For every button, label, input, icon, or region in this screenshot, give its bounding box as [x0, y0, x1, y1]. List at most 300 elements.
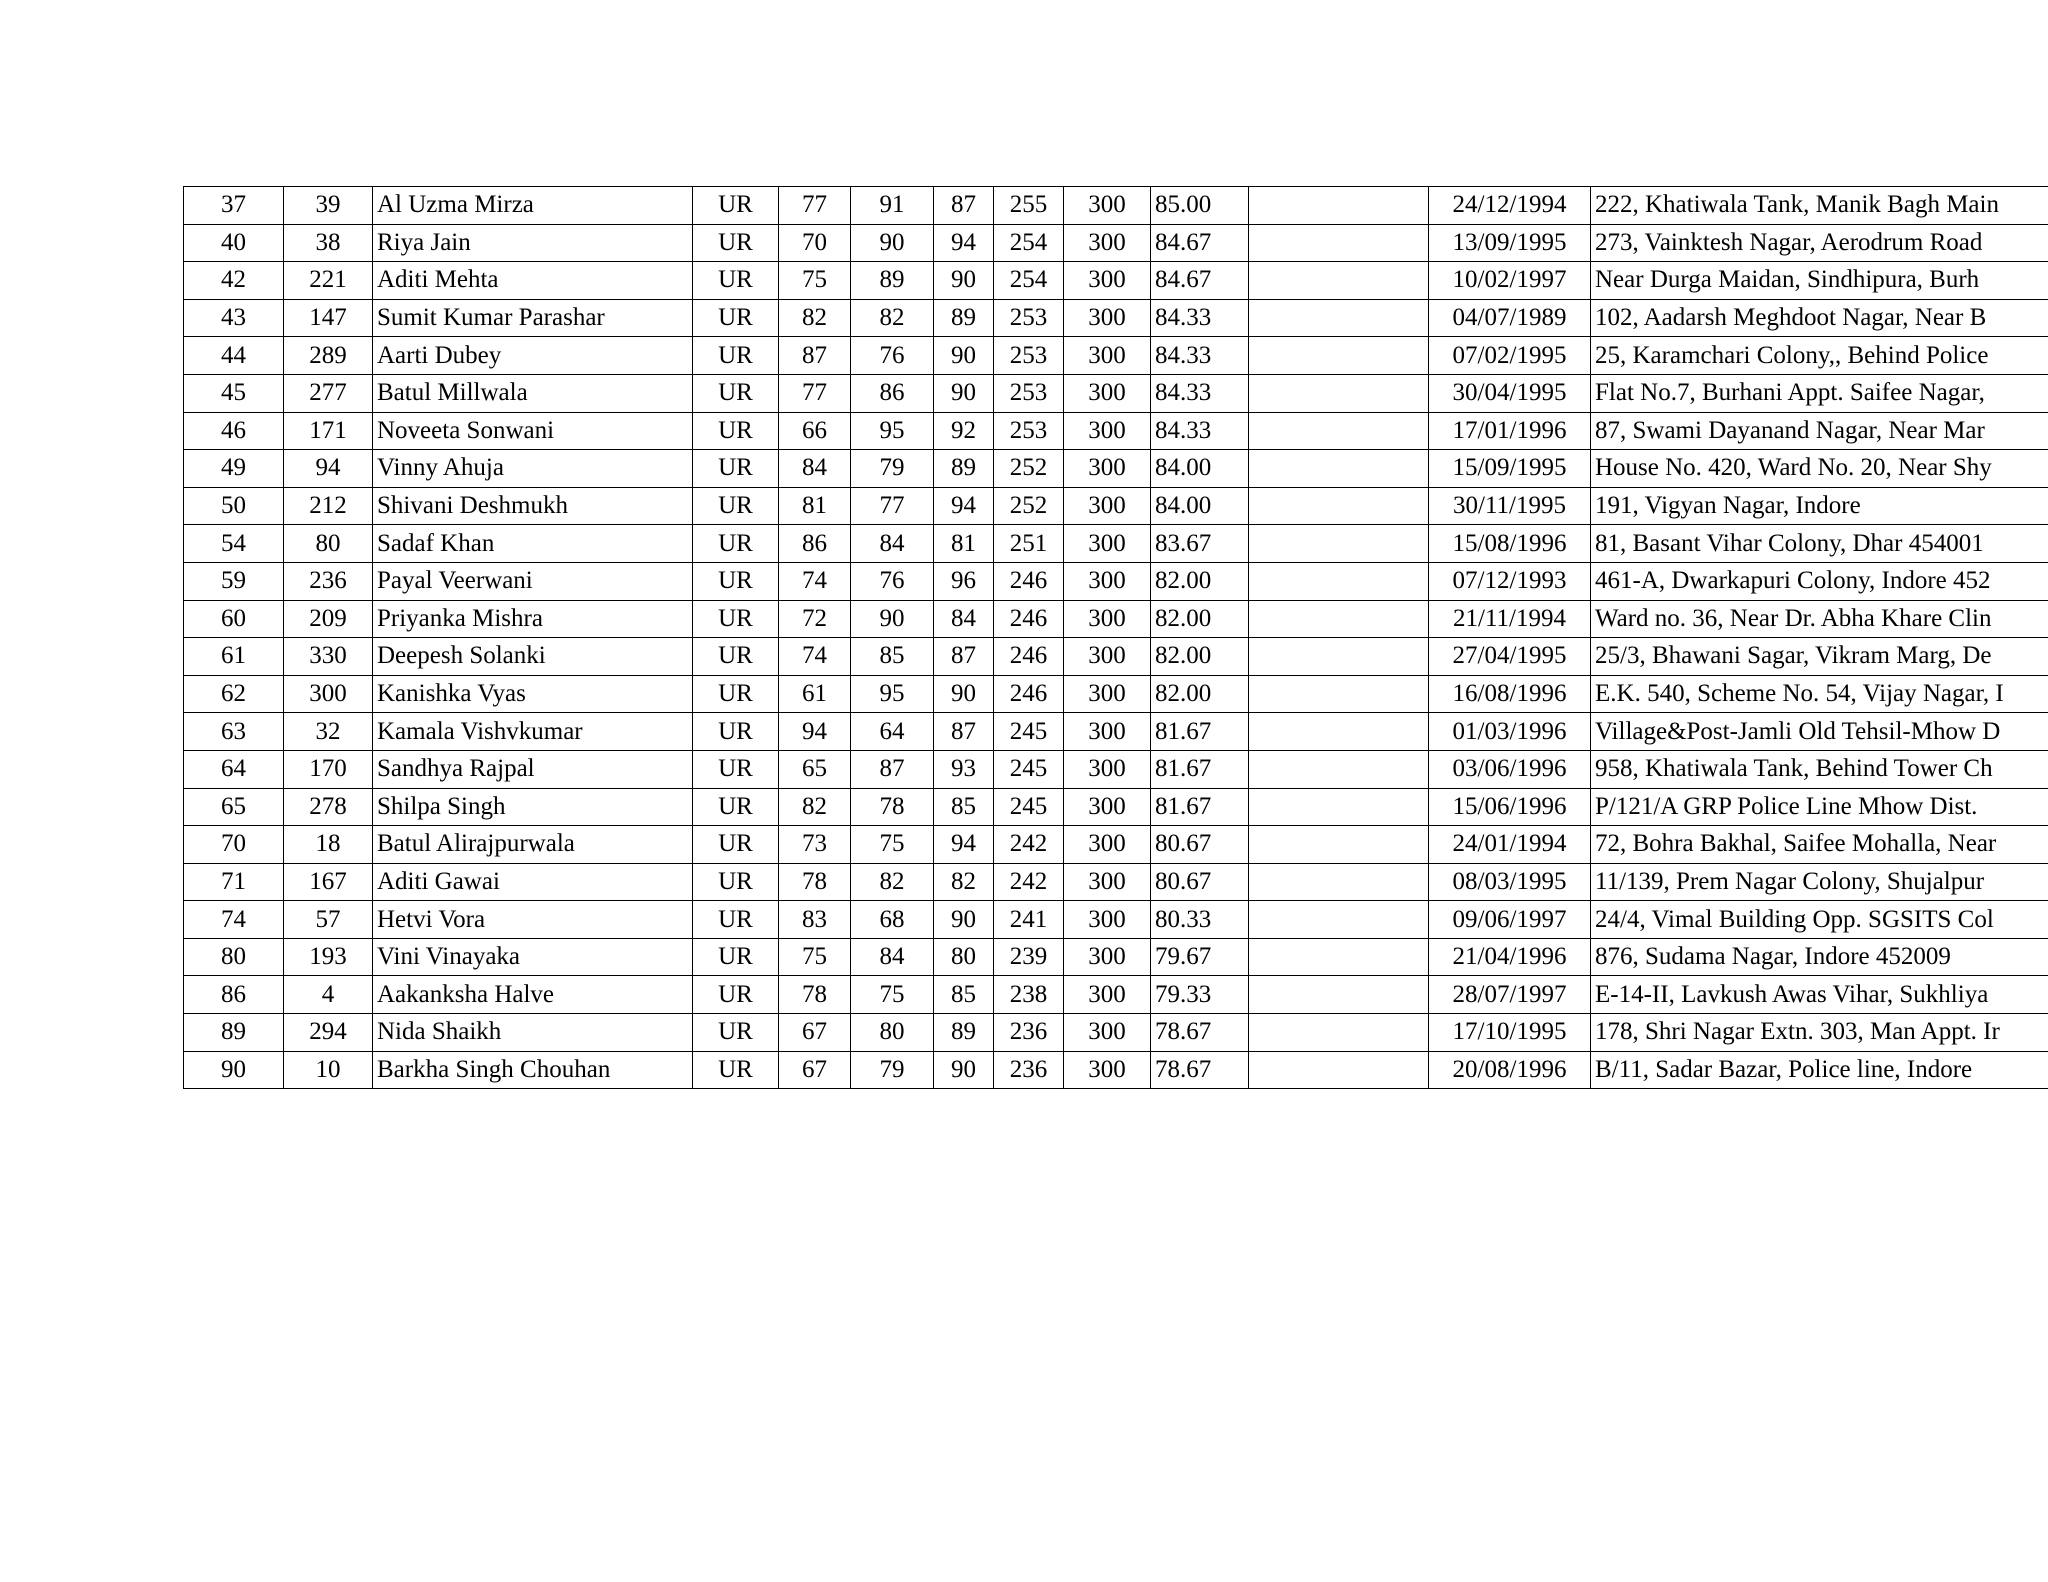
total-cell: 246 [994, 600, 1064, 638]
blank-cell [1249, 826, 1429, 864]
table-row [184, 638, 2048, 676]
marks-2-cell: 87 [851, 750, 934, 788]
total-cell: 246 [994, 675, 1064, 713]
dob-cell: 09/06/1997 [1429, 901, 1591, 939]
marks-3-cell: 90 [934, 374, 994, 412]
marks-3-cell: 94 [934, 224, 994, 262]
marks-2-cell: 95 [851, 675, 934, 713]
roll-number-cell: 80 [284, 525, 373, 563]
table-row [184, 600, 2048, 638]
percentage-cell: 79.67 [1151, 938, 1249, 976]
marks-2-cell: 75 [851, 976, 934, 1014]
marks-1-cell: 82 [779, 299, 851, 337]
percentage-cell: 78.67 [1151, 1014, 1249, 1052]
address-cell: 87, Swami Dayanand Nagar, Near Mar [1591, 412, 2048, 450]
marks-3-cell: 85 [934, 976, 994, 1014]
blank-cell [1249, 224, 1429, 262]
serial-cell: 64 [184, 750, 284, 788]
marks-2-cell: 95 [851, 412, 934, 450]
table-row [184, 299, 2048, 337]
marks-1-cell: 75 [779, 262, 851, 300]
address-cell: 81, Basant Vihar Colony, Dhar 454001 [1591, 525, 2048, 563]
marks-2-cell: 78 [851, 788, 934, 826]
category-cell: UR [693, 976, 779, 1014]
roll-number-cell: 221 [284, 262, 373, 300]
total-cell: 254 [994, 262, 1064, 300]
marks-2-cell: 86 [851, 374, 934, 412]
name-cell: Aarti Dubey [373, 337, 693, 375]
serial-cell: 62 [184, 675, 284, 713]
blank-cell [1249, 450, 1429, 488]
max-marks-cell: 300 [1064, 1014, 1151, 1052]
blank-cell [1249, 299, 1429, 337]
roll-number-cell: 32 [284, 713, 373, 751]
table-row [184, 224, 2048, 262]
address-cell: E-14-II, Lavkush Awas Vihar, Sukhliya [1591, 976, 2048, 1014]
blank-cell [1249, 374, 1429, 412]
address-cell: 191, Vigyan Nagar, Indore [1591, 487, 2048, 525]
serial-cell: 40 [184, 224, 284, 262]
table-row [184, 1014, 2048, 1052]
marks-2-cell: 89 [851, 262, 934, 300]
marks-1-cell: 74 [779, 638, 851, 676]
roll-number-cell: 330 [284, 638, 373, 676]
max-marks-cell: 300 [1064, 976, 1151, 1014]
blank-cell [1249, 938, 1429, 976]
total-cell: 253 [994, 412, 1064, 450]
serial-cell: 60 [184, 600, 284, 638]
dob-cell: 30/04/1995 [1429, 374, 1591, 412]
address-cell: House No. 420, Ward No. 20, Near Shy [1591, 450, 2048, 488]
address-cell: 222, Khatiwala Tank, Manik Bagh Main [1591, 187, 2048, 225]
marks-3-cell: 96 [934, 562, 994, 600]
roll-number-cell: 171 [284, 412, 373, 450]
serial-cell: 70 [184, 826, 284, 864]
dob-cell: 15/06/1996 [1429, 788, 1591, 826]
total-cell: 242 [994, 863, 1064, 901]
roll-number-cell: 300 [284, 675, 373, 713]
category-cell: UR [693, 224, 779, 262]
name-cell: Batul Millwala [373, 374, 693, 412]
table-row [184, 412, 2048, 450]
total-cell: 253 [994, 374, 1064, 412]
total-cell: 245 [994, 750, 1064, 788]
blank-cell [1249, 675, 1429, 713]
dob-cell: 08/03/1995 [1429, 863, 1591, 901]
address-cell: E.K. 540, Scheme No. 54, Vijay Nagar, I [1591, 675, 2048, 713]
dob-cell: 10/02/1997 [1429, 262, 1591, 300]
max-marks-cell: 300 [1064, 788, 1151, 826]
marks-1-cell: 66 [779, 412, 851, 450]
category-cell: UR [693, 863, 779, 901]
marks-3-cell: 87 [934, 187, 994, 225]
total-cell: 253 [994, 299, 1064, 337]
address-cell: B/11, Sadar Bazar, Police line, Indore [1591, 1051, 2048, 1089]
serial-cell: 86 [184, 976, 284, 1014]
name-cell: Sumit Kumar Parashar [373, 299, 693, 337]
total-cell: 241 [994, 901, 1064, 939]
percentage-cell: 81.67 [1151, 713, 1249, 751]
serial-cell: 65 [184, 788, 284, 826]
total-cell: 242 [994, 826, 1064, 864]
marks-3-cell: 89 [934, 299, 994, 337]
marks-1-cell: 65 [779, 750, 851, 788]
roll-number-cell: 236 [284, 562, 373, 600]
serial-cell: 61 [184, 638, 284, 676]
roll-number-cell: 193 [284, 938, 373, 976]
serial-cell: 49 [184, 450, 284, 488]
table-row [184, 901, 2048, 939]
percentage-cell: 84.67 [1151, 262, 1249, 300]
name-cell: Payal Veerwani [373, 562, 693, 600]
marks-3-cell: 93 [934, 750, 994, 788]
category-cell: UR [693, 1051, 779, 1089]
max-marks-cell: 300 [1064, 299, 1151, 337]
percentage-cell: 84.33 [1151, 299, 1249, 337]
marks-3-cell: 87 [934, 638, 994, 676]
category-cell: UR [693, 675, 779, 713]
marks-3-cell: 82 [934, 863, 994, 901]
percentage-cell: 81.67 [1151, 788, 1249, 826]
marks-3-cell: 80 [934, 938, 994, 976]
category-cell: UR [693, 638, 779, 676]
address-cell: 178, Shri Nagar Extn. 303, Man Appt. Ir [1591, 1014, 2048, 1052]
name-cell: Shilpa Singh [373, 788, 693, 826]
serial-cell: 80 [184, 938, 284, 976]
category-cell: UR [693, 600, 779, 638]
name-cell: Sadaf Khan [373, 525, 693, 563]
category-cell: UR [693, 901, 779, 939]
address-cell: 273, Vainktesh Nagar, Aerodrum Road [1591, 224, 2048, 262]
name-cell: Nida Shaikh [373, 1014, 693, 1052]
blank-cell [1249, 1051, 1429, 1089]
marks-3-cell: 87 [934, 713, 994, 751]
max-marks-cell: 300 [1064, 562, 1151, 600]
total-cell: 254 [994, 224, 1064, 262]
dob-cell: 04/07/1989 [1429, 299, 1591, 337]
name-cell: Noveeta Sonwani [373, 412, 693, 450]
serial-cell: 89 [184, 1014, 284, 1052]
serial-cell: 46 [184, 412, 284, 450]
marks-3-cell: 89 [934, 1014, 994, 1052]
percentage-cell: 83.67 [1151, 525, 1249, 563]
serial-cell: 63 [184, 713, 284, 751]
marks-3-cell: 94 [934, 826, 994, 864]
percentage-cell: 82.00 [1151, 600, 1249, 638]
roll-number-cell: 209 [284, 600, 373, 638]
max-marks-cell: 300 [1064, 224, 1151, 262]
serial-cell: 43 [184, 299, 284, 337]
roll-number-cell: 57 [284, 901, 373, 939]
marks-3-cell: 89 [934, 450, 994, 488]
dob-cell: 16/08/1996 [1429, 675, 1591, 713]
percentage-cell: 84.33 [1151, 374, 1249, 412]
merit-list-table [183, 186, 2048, 1089]
address-cell: 461-A, Dwarkapuri Colony, Indore 452 [1591, 562, 2048, 600]
blank-cell [1249, 487, 1429, 525]
roll-number-cell: 294 [284, 1014, 373, 1052]
address-cell: Ward no. 36, Near Dr. Abha Khare Clin [1591, 600, 2048, 638]
percentage-cell: 84.00 [1151, 450, 1249, 488]
marks-1-cell: 67 [779, 1014, 851, 1052]
roll-number-cell: 39 [284, 187, 373, 225]
name-cell: Barkha Singh Chouhan [373, 1051, 693, 1089]
roll-number-cell: 289 [284, 337, 373, 375]
marks-1-cell: 94 [779, 713, 851, 751]
address-cell: 102, Aadarsh Meghdoot Nagar, Near B [1591, 299, 2048, 337]
marks-2-cell: 91 [851, 187, 934, 225]
name-cell: Kanishka Vyas [373, 675, 693, 713]
marks-2-cell: 82 [851, 863, 934, 901]
total-cell: 239 [994, 938, 1064, 976]
marks-1-cell: 87 [779, 337, 851, 375]
category-cell: UR [693, 788, 779, 826]
marks-1-cell: 73 [779, 826, 851, 864]
blank-cell [1249, 412, 1429, 450]
marks-2-cell: 76 [851, 337, 934, 375]
name-cell: Aakanksha Halve [373, 976, 693, 1014]
table-row [184, 675, 2048, 713]
marks-2-cell: 76 [851, 562, 934, 600]
percentage-cell: 80.67 [1151, 863, 1249, 901]
roll-number-cell: 277 [284, 374, 373, 412]
percentage-cell: 82.00 [1151, 638, 1249, 676]
category-cell: UR [693, 450, 779, 488]
name-cell: Vini Vinayaka [373, 938, 693, 976]
percentage-cell: 82.00 [1151, 562, 1249, 600]
total-cell: 252 [994, 450, 1064, 488]
marks-3-cell: 94 [934, 487, 994, 525]
address-cell: 958, Khatiwala Tank, Behind Tower Ch [1591, 750, 2048, 788]
serial-cell: 90 [184, 1051, 284, 1089]
marks-3-cell: 90 [934, 675, 994, 713]
address-cell: 11/139, Prem Nagar Colony, Shujalpur [1591, 863, 2048, 901]
blank-cell [1249, 1014, 1429, 1052]
address-cell: 25/3, Bhawani Sagar, Vikram Marg, De [1591, 638, 2048, 676]
category-cell: UR [693, 262, 779, 300]
category-cell: UR [693, 187, 779, 225]
dob-cell: 03/06/1996 [1429, 750, 1591, 788]
dob-cell: 15/09/1995 [1429, 450, 1591, 488]
marks-1-cell: 84 [779, 450, 851, 488]
max-marks-cell: 300 [1064, 187, 1151, 225]
marks-1-cell: 82 [779, 788, 851, 826]
serial-cell: 45 [184, 374, 284, 412]
max-marks-cell: 300 [1064, 863, 1151, 901]
address-cell: 72, Bohra Bakhal, Saifee Mohalla, Near [1591, 826, 2048, 864]
table-row [184, 863, 2048, 901]
marks-2-cell: 82 [851, 299, 934, 337]
percentage-cell: 79.33 [1151, 976, 1249, 1014]
total-cell: 245 [994, 788, 1064, 826]
table-row [184, 487, 2048, 525]
serial-cell: 54 [184, 525, 284, 563]
table-row [184, 1051, 2048, 1089]
marks-2-cell: 84 [851, 938, 934, 976]
category-cell: UR [693, 374, 779, 412]
marks-1-cell: 72 [779, 600, 851, 638]
marks-2-cell: 79 [851, 450, 934, 488]
max-marks-cell: 300 [1064, 826, 1151, 864]
marks-1-cell: 86 [779, 525, 851, 563]
max-marks-cell: 300 [1064, 638, 1151, 676]
blank-cell [1249, 863, 1429, 901]
marks-1-cell: 77 [779, 187, 851, 225]
table-row [184, 938, 2048, 976]
dob-cell: 24/01/1994 [1429, 826, 1591, 864]
blank-cell [1249, 976, 1429, 1014]
dob-cell: 01/03/1996 [1429, 713, 1591, 751]
marks-2-cell: 77 [851, 487, 934, 525]
dob-cell: 17/01/1996 [1429, 412, 1591, 450]
marks-3-cell: 90 [934, 262, 994, 300]
category-cell: UR [693, 826, 779, 864]
roll-number-cell: 10 [284, 1051, 373, 1089]
blank-cell [1249, 187, 1429, 225]
name-cell: Al Uzma Mirza [373, 187, 693, 225]
name-cell: Shivani Deshmukh [373, 487, 693, 525]
address-cell: Near Durga Maidan, Sindhipura, Burh [1591, 262, 2048, 300]
blank-cell [1249, 262, 1429, 300]
address-cell: 24/4, Vimal Building Opp. SGSITS Col [1591, 901, 2048, 939]
total-cell: 238 [994, 976, 1064, 1014]
table-row [184, 374, 2048, 412]
total-cell: 255 [994, 187, 1064, 225]
percentage-cell: 80.67 [1151, 826, 1249, 864]
marks-1-cell: 83 [779, 901, 851, 939]
marks-1-cell: 67 [779, 1051, 851, 1089]
percentage-cell: 84.00 [1151, 487, 1249, 525]
total-cell: 246 [994, 562, 1064, 600]
serial-cell: 42 [184, 262, 284, 300]
max-marks-cell: 300 [1064, 525, 1151, 563]
percentage-cell: 81.67 [1151, 750, 1249, 788]
marks-2-cell: 85 [851, 638, 934, 676]
name-cell: Deepesh Solanki [373, 638, 693, 676]
marks-1-cell: 77 [779, 374, 851, 412]
max-marks-cell: 300 [1064, 1051, 1151, 1089]
max-marks-cell: 300 [1064, 600, 1151, 638]
category-cell: UR [693, 1014, 779, 1052]
address-cell: Village&Post-Jamli Old Tehsil-Mhow D [1591, 713, 2048, 751]
total-cell: 236 [994, 1051, 1064, 1089]
blank-cell [1249, 525, 1429, 563]
dob-cell: 15/08/1996 [1429, 525, 1591, 563]
name-cell: Vinny Ahuja [373, 450, 693, 488]
marks-3-cell: 90 [934, 1051, 994, 1089]
max-marks-cell: 300 [1064, 713, 1151, 751]
marks-2-cell: 90 [851, 224, 934, 262]
roll-number-cell: 38 [284, 224, 373, 262]
blank-cell [1249, 901, 1429, 939]
serial-cell: 59 [184, 562, 284, 600]
roll-number-cell: 278 [284, 788, 373, 826]
dob-cell: 07/02/1995 [1429, 337, 1591, 375]
table-row [184, 525, 2048, 563]
total-cell: 246 [994, 638, 1064, 676]
marks-2-cell: 79 [851, 1051, 934, 1089]
percentage-cell: 85.00 [1151, 187, 1249, 225]
table-row [184, 713, 2048, 751]
address-cell: P/121/A GRP Police Line Mhow Dist. [1591, 788, 2048, 826]
marks-1-cell: 78 [779, 976, 851, 1014]
category-cell: UR [693, 299, 779, 337]
name-cell: Kamala Vishvkumar [373, 713, 693, 751]
total-cell: 252 [994, 487, 1064, 525]
marks-2-cell: 90 [851, 600, 934, 638]
marks-3-cell: 90 [934, 901, 994, 939]
category-cell: UR [693, 525, 779, 563]
address-cell: Flat No.7, Burhani Appt. Saifee Nagar, [1591, 374, 2048, 412]
max-marks-cell: 300 [1064, 938, 1151, 976]
roll-number-cell: 212 [284, 487, 373, 525]
dob-cell: 17/10/1995 [1429, 1014, 1591, 1052]
total-cell: 251 [994, 525, 1064, 563]
marks-1-cell: 74 [779, 562, 851, 600]
table-row [184, 976, 2048, 1014]
marks-2-cell: 80 [851, 1014, 934, 1052]
marks-2-cell: 75 [851, 826, 934, 864]
roll-number-cell: 4 [284, 976, 373, 1014]
category-cell: UR [693, 750, 779, 788]
marks-3-cell: 85 [934, 788, 994, 826]
table-row [184, 337, 2048, 375]
table-row [184, 562, 2048, 600]
dob-cell: 30/11/1995 [1429, 487, 1591, 525]
marks-1-cell: 61 [779, 675, 851, 713]
roll-number-cell: 94 [284, 450, 373, 488]
name-cell: Batul Alirajpurwala [373, 826, 693, 864]
roll-number-cell: 170 [284, 750, 373, 788]
roll-number-cell: 167 [284, 863, 373, 901]
percentage-cell: 84.33 [1151, 337, 1249, 375]
marks-3-cell: 84 [934, 600, 994, 638]
serial-cell: 44 [184, 337, 284, 375]
percentage-cell: 78.67 [1151, 1051, 1249, 1089]
dob-cell: 07/12/1993 [1429, 562, 1591, 600]
table-row [184, 788, 2048, 826]
roll-number-cell: 147 [284, 299, 373, 337]
name-cell: Hetvi Vora [373, 901, 693, 939]
max-marks-cell: 300 [1064, 337, 1151, 375]
marks-3-cell: 81 [934, 525, 994, 563]
table-body [184, 187, 2048, 1089]
total-cell: 253 [994, 337, 1064, 375]
name-cell: Priyanka Mishra [373, 600, 693, 638]
dob-cell: 13/09/1995 [1429, 224, 1591, 262]
marks-1-cell: 75 [779, 938, 851, 976]
dob-cell: 27/04/1995 [1429, 638, 1591, 676]
blank-cell [1249, 337, 1429, 375]
marks-3-cell: 92 [934, 412, 994, 450]
marks-2-cell: 64 [851, 713, 934, 751]
blank-cell [1249, 562, 1429, 600]
max-marks-cell: 300 [1064, 901, 1151, 939]
max-marks-cell: 300 [1064, 450, 1151, 488]
table-row [184, 750, 2048, 788]
category-cell: UR [693, 412, 779, 450]
serial-cell: 71 [184, 863, 284, 901]
dob-cell: 21/11/1994 [1429, 600, 1591, 638]
percentage-cell: 84.67 [1151, 224, 1249, 262]
dob-cell: 28/07/1997 [1429, 976, 1591, 1014]
serial-cell: 37 [184, 187, 284, 225]
marks-3-cell: 90 [934, 337, 994, 375]
max-marks-cell: 300 [1064, 412, 1151, 450]
blank-cell [1249, 600, 1429, 638]
blank-cell [1249, 750, 1429, 788]
table-row [184, 826, 2048, 864]
